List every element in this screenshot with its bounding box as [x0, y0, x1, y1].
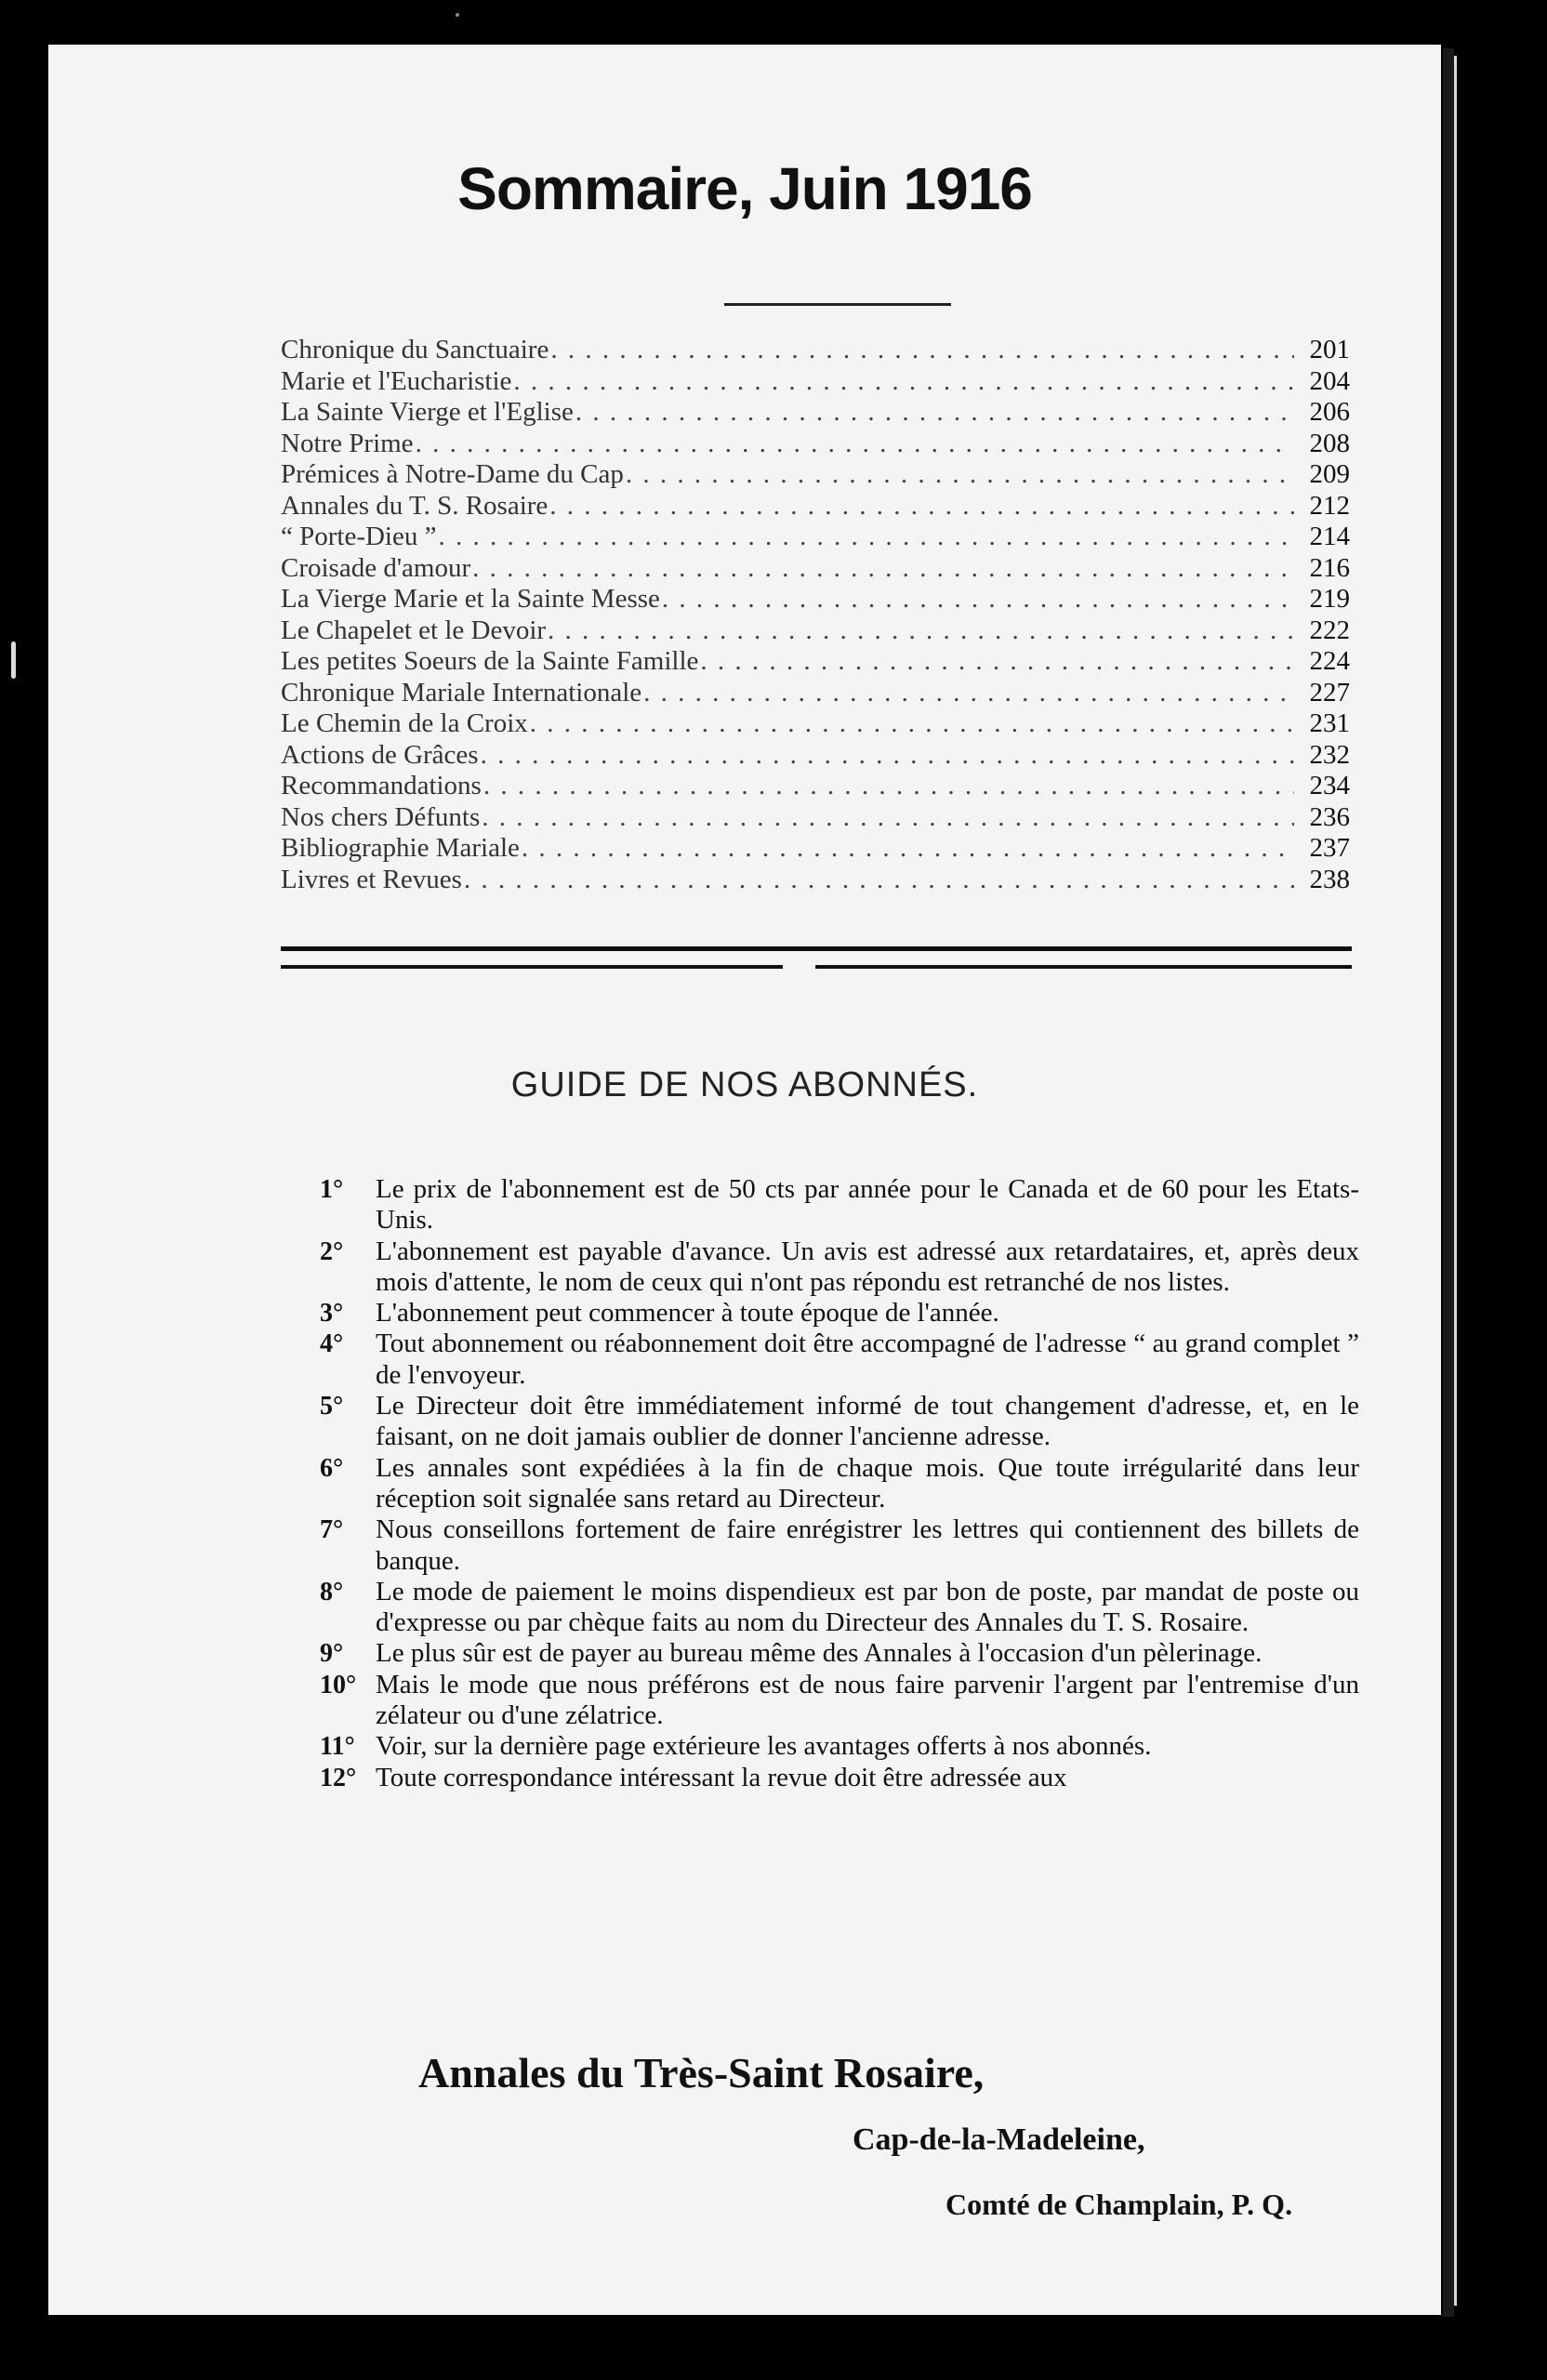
- toc-entry-title: Les petites Soeurs de la Sainte Famille: [281, 646, 699, 676]
- toc-entry: [281, 429, 1350, 460]
- toc-leader-dots: [481, 740, 1294, 772]
- guide-rule: [320, 1391, 1359, 1453]
- toc-entry-page: 231: [1309, 708, 1350, 738]
- toc-entry: [281, 553, 1350, 585]
- guide-rule-text: L'abonnement peut commencer à toute époque de l'année.: [376, 1298, 999, 1329]
- toc-leader-dots: [464, 865, 1294, 896]
- toc-leader-dots: [700, 646, 1294, 678]
- guide-rule: [320, 1453, 1359, 1515]
- toc-entry-page: 206: [1309, 397, 1350, 427]
- scan-artifact: [456, 13, 459, 17]
- toc-entry: [281, 491, 1350, 522]
- toc-entry-page: 214: [1309, 522, 1350, 551]
- divider-line-bottom-left: [281, 965, 783, 969]
- toc-entry: [281, 740, 1350, 772]
- guide-rule: [320, 1236, 1359, 1299]
- guide-rule-number: 1°: [320, 1175, 344, 1204]
- guide-rule-number: 12°: [320, 1763, 357, 1792]
- guide-rule-number: 3°: [320, 1299, 344, 1329]
- guide-rule: [320, 1638, 1359, 1669]
- toc-entry: [281, 584, 1350, 615]
- toc-leader-dots: [643, 678, 1294, 709]
- page-edge-highlight: [1454, 56, 1457, 2306]
- toc-entry: [281, 335, 1350, 366]
- guide-rule-number: 8°: [320, 1577, 344, 1606]
- toc-leader-dots: [626, 459, 1294, 491]
- toc-entry-page: 208: [1309, 428, 1350, 458]
- toc-entry-page: 209: [1309, 459, 1350, 489]
- toc-leader-dots: [472, 553, 1294, 585]
- signoff-publication: Annales du Très-Saint Rosaire,: [418, 2049, 985, 2096]
- guide-rule-number: 4°: [320, 1329, 344, 1359]
- toc-entry-title: La Sainte Vierge et l'Eglise: [281, 397, 574, 427]
- guide-rule-number: 6°: [320, 1453, 344, 1483]
- toc-entry-page: 237: [1309, 833, 1350, 863]
- toc-entry-title: Livres et Revues: [281, 864, 462, 894]
- section-divider: [281, 946, 1352, 978]
- toc-entry-title: Prémices à Notre-Dame du Cap: [281, 459, 624, 489]
- guide-rule-text: Le prix de l'abonnement est de 50 cts par année pour le Canada et de 60 pour les Etats-Unis.: [376, 1174, 1359, 1236]
- guide-rule: [320, 1763, 1359, 1793]
- toc-entry-title: Croisade d'amour: [281, 552, 471, 583]
- guide-rule-text: Le plus sûr est de payer au bureau même des Annales à l'occasion d'un pèlerinage.: [376, 1638, 1263, 1669]
- guide-heading: GUIDE DE NOS ABONNÉS.: [510, 1065, 979, 1104]
- toc-leader-dots: [662, 584, 1294, 615]
- toc-entry-title: Bibliographie Mariale: [281, 833, 520, 863]
- toc-entry-page: 204: [1309, 365, 1350, 396]
- toc-entry: [281, 615, 1350, 647]
- guide-rule-text: Les annales sont expédiées à la fin de chaque mois. Que toute irrégularité dans leur réception soit signalée sans retard au Directeur.: [376, 1452, 1359, 1514]
- toc-entry-page: 238: [1309, 864, 1350, 894]
- toc-entry-title: Chronique Mariale Internationale: [281, 677, 642, 707]
- guide-rule: [320, 1670, 1359, 1732]
- toc-leader-dots: [548, 615, 1294, 647]
- toc-entry-title: Actions de Grâces: [281, 739, 479, 770]
- toc-entry: [281, 397, 1350, 429]
- toc-leader-dots: [549, 491, 1294, 522]
- toc-entry-page: 236: [1309, 801, 1350, 832]
- toc-entry: [281, 646, 1350, 678]
- guide-rule-number: 9°: [320, 1639, 344, 1669]
- toc-leader-dots: [550, 335, 1294, 366]
- toc-leader-dots: [483, 771, 1294, 802]
- toc-entry-page: 212: [1309, 490, 1350, 521]
- toc-entry-title: Chronique du Sanctuaire: [281, 335, 549, 364]
- toc-entry: [281, 459, 1350, 491]
- document-page: [48, 45, 1441, 2315]
- signoff-county: Comté de Champlain, P. Q.: [945, 2188, 1293, 2221]
- page-title: Sommaire, Juin 1916: [457, 155, 1032, 222]
- guide-rule-text: Le Directeur doit être immédiatement informé de tout changement d'adresse, et, en le faisant, on ne doit jamais oublier de donner l'ancienne adresse.: [376, 1391, 1359, 1452]
- toc-entry-page: 201: [1309, 335, 1350, 364]
- toc-entry: [281, 708, 1350, 740]
- guide-rule: [320, 1514, 1359, 1577]
- guide-rule-number: 10°: [320, 1670, 357, 1699]
- toc-entry: [281, 366, 1350, 398]
- toc-entry-page: 216: [1309, 552, 1350, 583]
- toc-entry-page: 224: [1309, 646, 1350, 676]
- guide-rule: [320, 1329, 1359, 1391]
- guide-rule: [320, 1174, 1359, 1236]
- toc-leader-dots: [439, 522, 1295, 553]
- guide-rule-number: 7°: [320, 1515, 344, 1545]
- toc-entry-page: 222: [1309, 615, 1350, 645]
- guide-rule-number: 11°: [320, 1732, 355, 1762]
- toc-entry-title: Le Chapelet et le Devoir: [281, 615, 547, 645]
- title-underline: [724, 303, 951, 306]
- toc-entry: [281, 522, 1350, 553]
- toc-entry-page: 227: [1309, 677, 1350, 707]
- toc-leader-dots: [416, 429, 1294, 460]
- guide-rule-text: Nous conseillons fortement de faire enrégistrer les lettres qui contiennent des billets de banque.: [376, 1514, 1359, 1576]
- table-of-contents: [281, 335, 1350, 895]
- toc-entry-page: 219: [1309, 584, 1350, 614]
- toc-entry-title: “ Porte-Dieu ”: [281, 522, 437, 551]
- toc-leader-dots: [522, 833, 1294, 865]
- toc-entry-page: 232: [1309, 739, 1350, 770]
- toc-entry-title: La Vierge Marie et la Sainte Messe: [281, 584, 660, 614]
- toc-entry-page: 234: [1309, 771, 1350, 800]
- guide-rule-text: Toute correspondance intéressant la revue doit être adressée aux: [376, 1762, 1067, 1792]
- guide-rule-text: Mais le mode que nous préférons est de nous faire parvenir l'argent par l'entremise d'un zélateur ou d'une zélatrice.: [376, 1669, 1359, 1731]
- guide-rule: [320, 1731, 1359, 1762]
- scan-artifact: [11, 641, 16, 679]
- toc-leader-dots: [482, 802, 1294, 834]
- toc-entry: [281, 771, 1350, 802]
- subscriber-guide-list: [320, 1174, 1359, 1793]
- toc-leader-dots: [575, 397, 1294, 429]
- guide-rule-number: 5°: [320, 1392, 344, 1421]
- toc-entry: [281, 802, 1350, 834]
- toc-leader-dots: [530, 708, 1294, 740]
- divider-line-top: [281, 946, 1352, 951]
- page-edge-shadow: [1443, 48, 1454, 2317]
- divider-line-bottom-right: [815, 965, 1352, 969]
- toc-entry-title: Nos chers Défunts: [281, 801, 481, 832]
- toc-leader-dots: [513, 366, 1294, 398]
- guide-rule: [320, 1298, 1359, 1329]
- signoff-town: Cap-de-la-Madeleine,: [853, 2122, 1145, 2157]
- toc-entry: [281, 865, 1350, 896]
- guide-rule-text: Voir, sur la dernière page extérieure les avantages offerts à nos abonnés.: [376, 1731, 1152, 1762]
- guide-rule-text: L'abonnement est payable d'avance. Un avis est adressé aux retardataires, et, après deux mois d'attente, le nom de ceux qui n'ont pas répondu est retranché de nos listes.: [376, 1236, 1359, 1297]
- toc-entry-title: Notre Prime: [281, 428, 414, 458]
- toc-entry-title: Marie et l'Eucharistie: [281, 365, 512, 396]
- toc-entry: [281, 678, 1350, 709]
- toc-entry-title: Le Chemin de la Croix: [281, 708, 528, 738]
- guide-rule-number: 2°: [320, 1236, 344, 1266]
- guide-rule-text: Tout abonnement ou réabonnement doit être accompagné de l'adresse “ au grand complet ” de l'envoyeur.: [376, 1329, 1359, 1390]
- guide-rule: [320, 1577, 1359, 1639]
- toc-entry-title: Annales du T. S. Rosaire: [281, 490, 549, 521]
- guide-rule-text: Le mode de paiement le moins dispendieux est par bon de poste, par mandat de poste ou d'expresse ou par chèque faits au nom du Directeur des Annales du T. S. Rosaire.: [376, 1576, 1359, 1638]
- toc-entry: [281, 833, 1350, 865]
- toc-entry-title: Recommandations: [281, 771, 482, 800]
